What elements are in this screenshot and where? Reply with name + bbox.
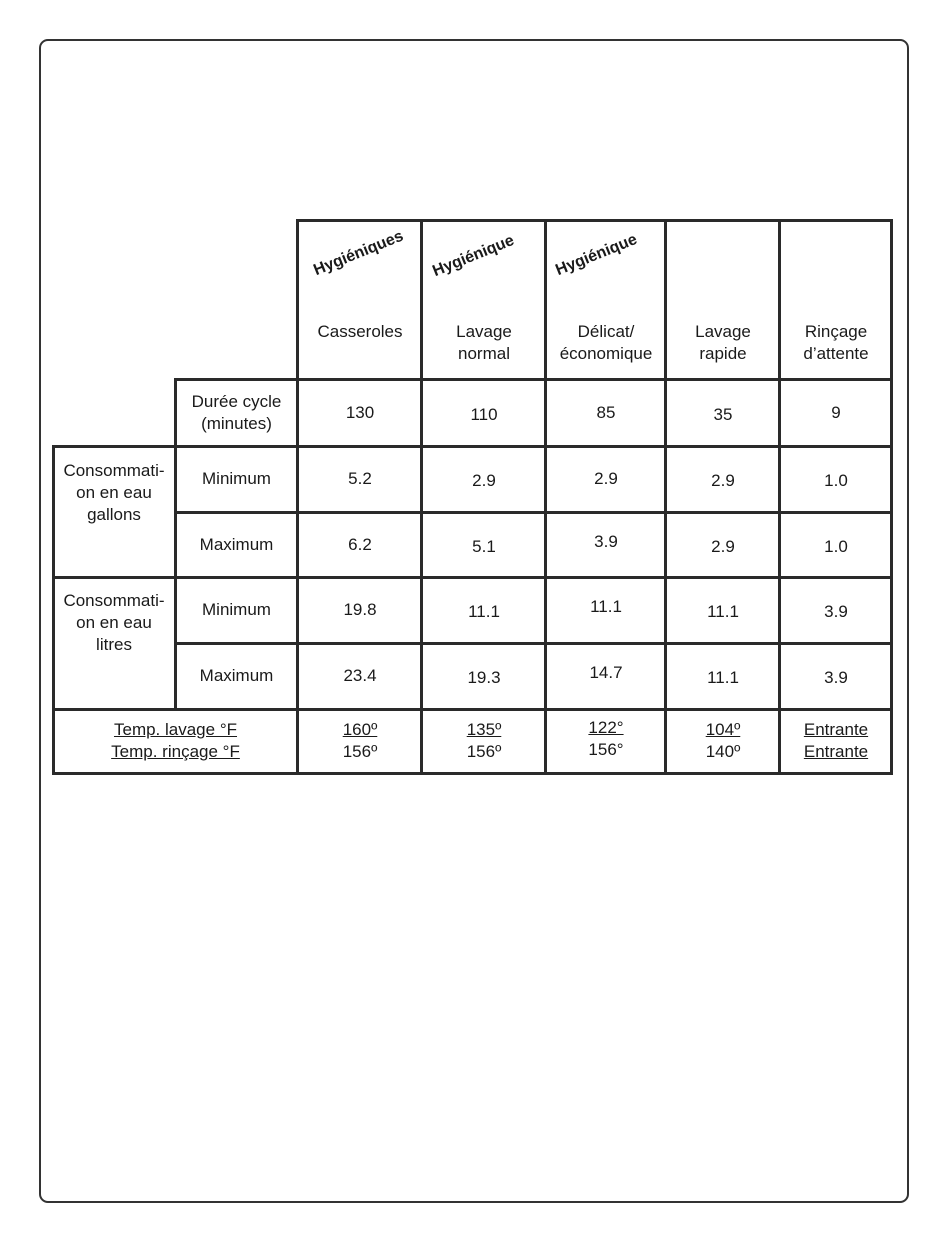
table-border (296, 219, 299, 775)
table-cell: 5.1 (472, 537, 496, 556)
column-header-lavage-rapide: Lavage rapide (695, 322, 751, 363)
row-label-minimum: Minimum (202, 469, 271, 488)
table-cell: 19.8 (343, 600, 377, 619)
table-cell: 1.0 (824, 537, 848, 556)
table-cell: 19.3 (467, 668, 501, 687)
temp-labels (53, 719, 298, 763)
table-cell: 2.9 (472, 471, 496, 490)
table-cell: 2.9 (711, 537, 735, 556)
table-border (890, 219, 893, 775)
wash-temp: 160º (342, 720, 378, 739)
table-border (778, 219, 781, 775)
table-cell: 11.1 (707, 668, 739, 687)
column-header-rincage: Rinçage d’attente (803, 322, 869, 363)
table-border (52, 445, 893, 448)
table-cell: 2.9 (594, 469, 618, 488)
temp-cell (780, 719, 892, 763)
table-border (52, 772, 893, 775)
column-header-delicat: Délicat/ économique (559, 322, 653, 363)
table-cell: 14.7 (589, 663, 623, 682)
row-label-maximum: Maximum (199, 666, 274, 685)
row-label-minimum: Minimum (202, 600, 271, 619)
rinse-temp: 140º (705, 742, 741, 761)
table-cell: 2.9 (711, 471, 735, 490)
table-border (52, 708, 893, 711)
table-cell: 9 (831, 403, 841, 422)
column-header-casseroles: Casseroles (317, 322, 403, 341)
table-cell: 3.9 (824, 602, 848, 621)
rinse-temp: Entrante (803, 742, 869, 761)
row-label-maximum: Maximum (199, 535, 274, 554)
wash-temp: Entrante (803, 720, 869, 739)
table-cell: 1.0 (824, 471, 848, 490)
table-border (297, 219, 893, 222)
wash-temp: 122° (588, 718, 624, 737)
table-cell: 11.1 (707, 602, 739, 621)
rinse-temp: 156º (466, 742, 502, 761)
hygiene-label-3: Hygiénique (553, 231, 640, 280)
table-border (52, 576, 893, 579)
table-cell: 35 (713, 405, 733, 424)
table-cell: 110 (470, 405, 498, 424)
table-border (174, 378, 177, 710)
rinse-temp-label: Temp. rinçage °F (111, 742, 240, 761)
table-border (175, 642, 893, 645)
table-border (175, 511, 893, 514)
table-cell: 5.2 (348, 469, 372, 488)
table-cell: 130 (345, 403, 375, 422)
group-label-litres: Consommati- on en eau litres (63, 591, 165, 654)
table-cell: 85 (596, 403, 616, 422)
table-cell: 3.9 (594, 532, 618, 551)
table-cell: 3.9 (824, 668, 848, 687)
table-border (544, 219, 547, 775)
table-border (420, 219, 423, 775)
row-label-duree-cycle: Durée cycle (minutes) (191, 392, 282, 433)
column-header-lavage-normal: Lavage normal (456, 322, 512, 363)
wash-temp-label: Temp. lavage °F (113, 720, 238, 739)
table-cell: 6.2 (348, 535, 372, 554)
rinse-temp: 156° (588, 740, 624, 759)
wash-temp: 135º (466, 720, 502, 739)
temp-cell (422, 719, 546, 763)
table-border (174, 378, 893, 381)
table-cell: 11.1 (468, 602, 500, 621)
table-cell: 23.4 (343, 666, 377, 685)
wash-temp: 104º (705, 720, 741, 739)
temp-cell (546, 717, 666, 761)
group-label-gallons: Consommati- on en eau gallons (63, 461, 165, 524)
hygiene-label-2: Hygiénique (430, 232, 517, 281)
rinse-temp: 156º (342, 742, 378, 761)
hygiene-label-1: Hygiéniques (311, 227, 406, 280)
temp-cell (666, 719, 780, 763)
table-cell: 11.1 (590, 597, 622, 616)
table-border (664, 219, 667, 775)
temp-cell (298, 719, 422, 763)
table-border (52, 445, 55, 775)
